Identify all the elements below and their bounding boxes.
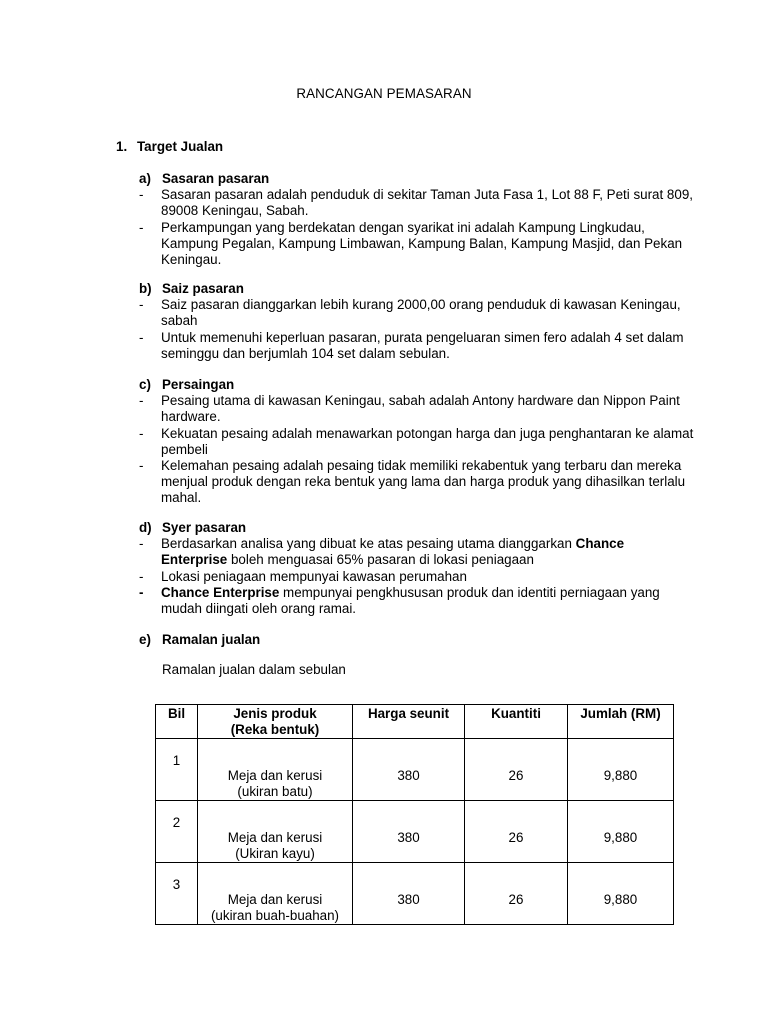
list-item: - Chance Enterprise mempunyai pengkhususan produk dan identiti perniagaan yang mudah diingati oleh orang ramai. bbox=[139, 584, 660, 617]
cell-qty: 26 bbox=[465, 801, 568, 863]
cell-total: 9,880 bbox=[568, 801, 674, 863]
table-header-row bbox=[156, 705, 674, 739]
list-item: - Lokasi peniagaan mempunyai kawasan perumahan bbox=[139, 568, 467, 584]
header-bil: Bil bbox=[156, 705, 198, 739]
list-item: - Kelemahan pesaing adalah pesaing tidak memiliki rekabentuk yang terbaru dan mereka menjual produk dengan reka bentuk yang lama dan harga produk yang dihasilkan terlalu mahal. bbox=[139, 458, 686, 506]
list-item: - Perkampungan yang berdekatan dengan syarikat ini adalah Kampung Lingkudau, Kampung Pegalan, Kampung Limbawan, Kampung Balan, Kampung Masjid, dan Pekan Keningau. bbox=[139, 219, 683, 268]
cell-total: 9,880 bbox=[568, 863, 674, 925]
subsection-heading: c) Persaingan bbox=[139, 377, 235, 392]
cell-qty: 26 bbox=[465, 863, 568, 925]
header-qty: Kuantiti bbox=[465, 705, 568, 739]
cell-bil: 3 bbox=[156, 863, 198, 925]
cell-price: 380 bbox=[353, 801, 465, 863]
subsection-ramalan-jualan bbox=[139, 632, 699, 648]
list-item: - Sasaran pasaran adalah penduduk di sekitar Taman Juta Fasa 1, Lot 88 F, Peti surat 809, 89008 Keningau, Sabah. bbox=[139, 187, 693, 219]
subsection-heading: d) Syer pasaran bbox=[139, 520, 247, 535]
cell-bil: 1 bbox=[156, 739, 198, 801]
table-caption: Ramalan jualan dalam sebulan bbox=[162, 662, 346, 677]
header-product: Jenis produk (Reka bentuk) bbox=[198, 705, 353, 739]
list-item: - Pesaing utama di kawasan Keningau, sabah adalah Antony hardware dan Nippon Paint hardware. bbox=[139, 393, 680, 425]
header-price: Harga seunit bbox=[353, 705, 465, 739]
cell-price: 380 bbox=[353, 863, 465, 925]
cell-price: 380 bbox=[353, 739, 465, 801]
section-title: Target Jualan bbox=[137, 139, 224, 154]
list-item: - Untuk memenuhi keperluan pasaran, purata pengeluaran simen fero adalah 4 set dalam seminggu dan berjumlah 104 set dalam sebulan. bbox=[139, 329, 684, 361]
subsection-sasaran-pasaran bbox=[139, 171, 699, 268]
cell-total: 9,880 bbox=[568, 739, 674, 801]
table-row bbox=[156, 863, 674, 925]
subsection-heading: b) Saiz pasaran bbox=[139, 281, 244, 296]
list-item: - Berdasarkan analisa yang dibuat ke atas pesaing utama dianggarkan Chance Enterprise boleh menguasai 65% pasaran di lokasi peniagaan bbox=[139, 536, 625, 568]
cell-bil: 2 bbox=[156, 801, 198, 863]
subsection-saiz-pasaran bbox=[139, 281, 699, 362]
subsection-syer-pasaran bbox=[139, 520, 699, 617]
subsection-heading: e) Ramalan jualan bbox=[139, 632, 261, 647]
document-title: RANCANGAN PEMASARAN bbox=[296, 86, 472, 101]
cell-qty: 26 bbox=[465, 739, 568, 801]
sales-forecast-table bbox=[155, 704, 674, 925]
header-total: Jumlah (RM) bbox=[568, 705, 674, 739]
cell-product: Meja dan kerusi (ukiran buah-buahan) bbox=[198, 863, 353, 925]
subsection-persaingan bbox=[139, 377, 699, 507]
cell-product: Meja dan kerusi (ukiran batu) bbox=[198, 739, 353, 801]
table-row bbox=[156, 801, 674, 863]
list-item: - Saiz pasaran dianggarkan lebih kurang 2000,00 orang penduduk di kawasan Keningau, sabah bbox=[139, 297, 681, 329]
subsection-heading: a) Sasaran pasaran bbox=[139, 171, 270, 186]
cell-product: Meja dan kerusi (Ukiran kayu) bbox=[198, 801, 353, 863]
table-row bbox=[156, 739, 674, 801]
section-heading bbox=[116, 139, 223, 155]
section-number: 1. bbox=[116, 139, 128, 154]
list-item: - Kekuatan pesaing adalah menawarkan potongan harga dan juga penghantaran ke alamat pembeli bbox=[139, 425, 694, 457]
